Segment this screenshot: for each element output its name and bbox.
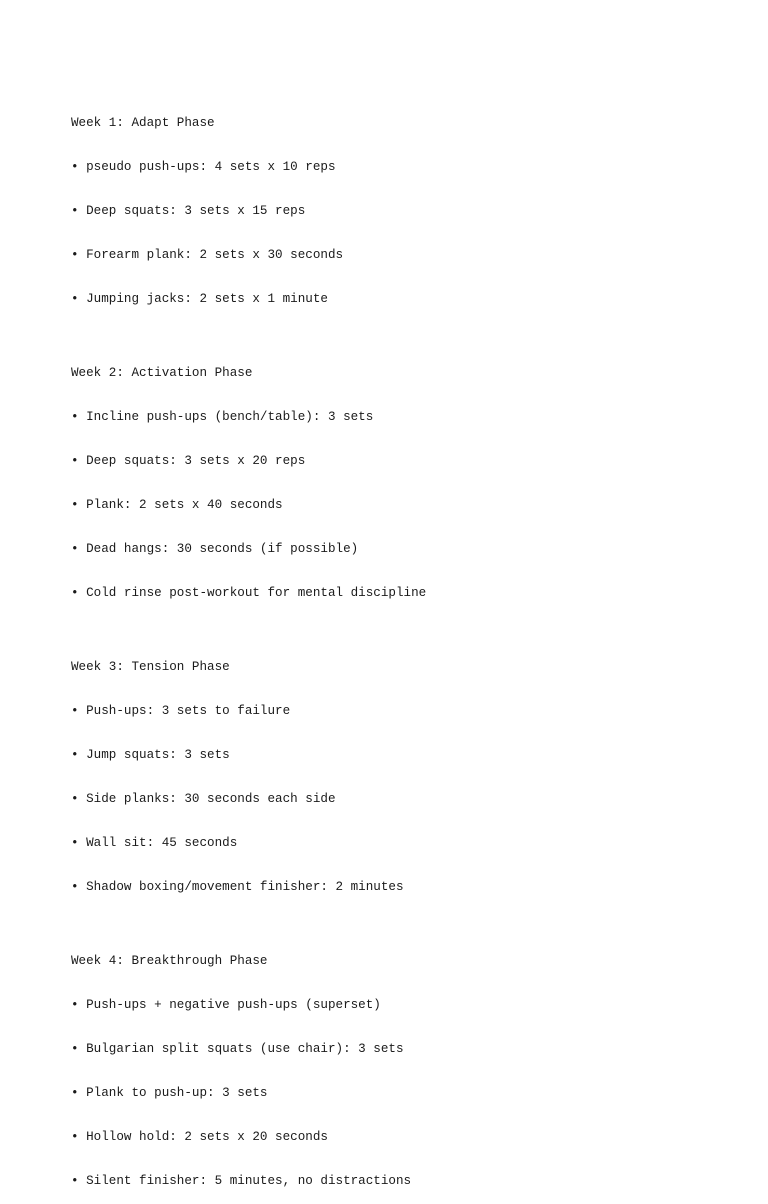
workout-plan-document [71, 72, 751, 1204]
week-1-heading: Week 1: Adapt Phase [71, 116, 215, 131]
list-item: • Push-ups: 3 sets to failure [71, 704, 291, 719]
list-item: • Bulgarian split squats (use chair): 3 sets [71, 1042, 404, 1057]
week-3-heading: Week 3: Tension Phase [71, 659, 230, 674]
list-item: • Wall sit: 45 seconds [71, 836, 238, 851]
list-item: • Jump squats: 3 sets [71, 748, 230, 763]
list-item: • Deep squats: 3 sets x 15 reps [71, 204, 306, 219]
list-item: • Cold rinse post-workout for mental discipline [71, 586, 427, 601]
list-item: • Incline push-ups (bench/table): 3 sets [71, 410, 374, 425]
list-item: • Hollow hold: 2 sets x 20 seconds [71, 1130, 328, 1145]
week-2-heading: Week 2: Activation Phase [71, 365, 253, 380]
list-item: • Jumping jacks: 2 sets x 1 minute [71, 292, 328, 307]
week-4-heading: Week 4: Breakthrough Phase [71, 953, 268, 968]
list-item: • Dead hangs: 30 seconds (if possible) [71, 542, 359, 557]
list-item: • Deep squats: 3 sets x 20 reps [71, 454, 306, 469]
list-item: • Side planks: 30 seconds each side [71, 792, 336, 807]
list-item: • Shadow boxing/movement finisher: 2 minutes [71, 880, 404, 895]
list-item: • Plank to push-up: 3 sets [71, 1086, 268, 1101]
list-item: • Push-ups + negative push-ups (superset) [71, 998, 381, 1013]
list-item: • Forearm plank: 2 sets x 30 seconds [71, 248, 344, 263]
list-item: • Silent finisher: 5 minutes, no distractions [71, 1174, 412, 1189]
list-item: • Plank: 2 sets x 40 seconds [71, 498, 283, 513]
list-item: • pseudo push-ups: 4 sets x 10 reps [71, 160, 336, 175]
